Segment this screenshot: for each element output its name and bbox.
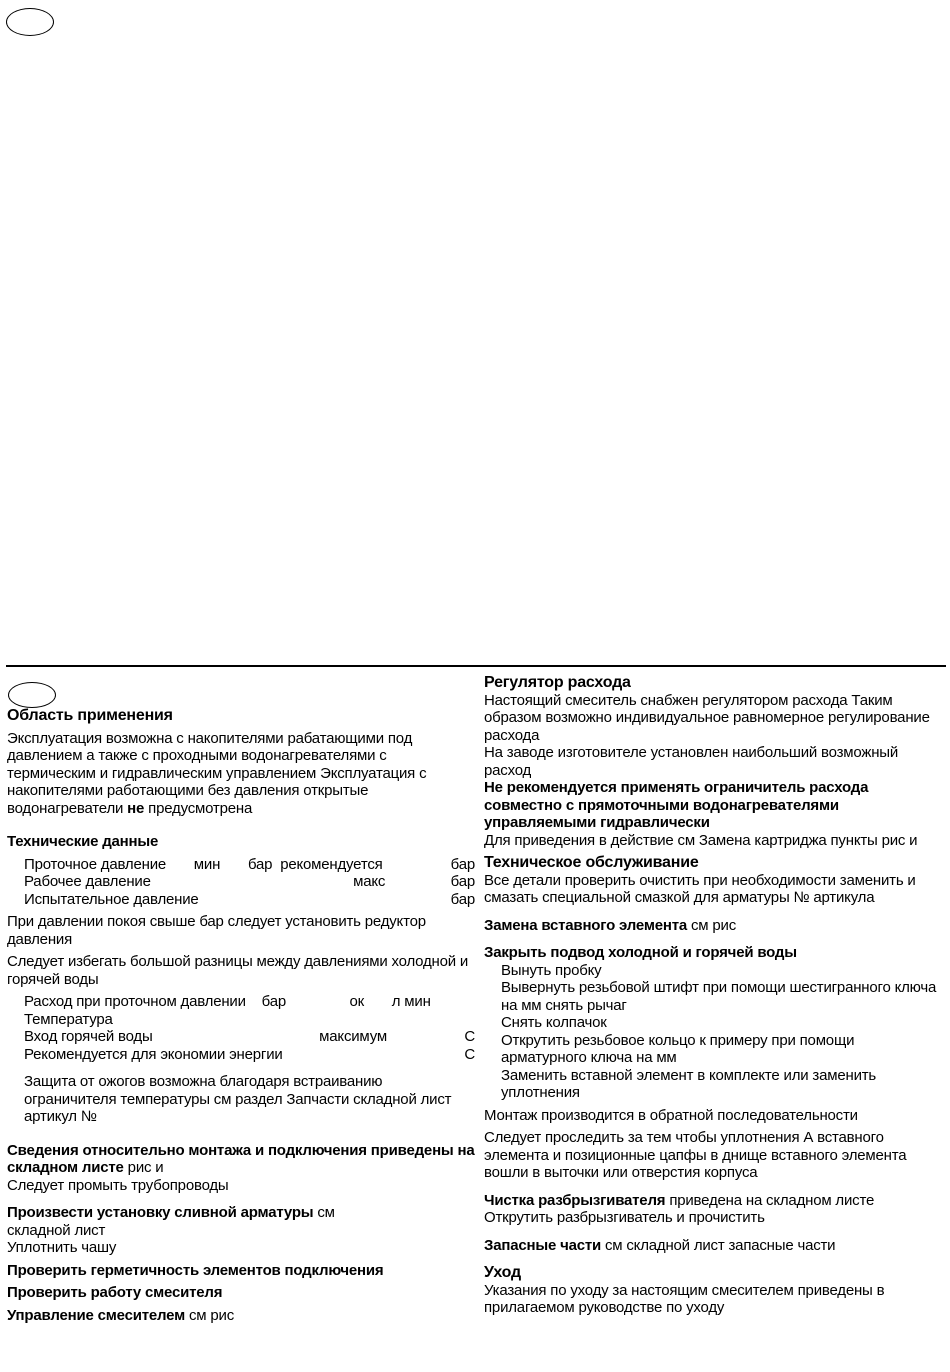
language-marker [8, 682, 56, 708]
warning-text: Не рекомендуется применять ограничитель расхода совместно с прямоточными водонагревателями управляемыми гидравлически [484, 779, 869, 831]
check-mixer: Проверить работу смесителя [7, 1284, 223, 1301]
parts-section: Запасные части см складной лист запасные части [484, 1236, 836, 1254]
seal-bowl: Уплотнить чашу [7, 1239, 117, 1256]
step-item: Открутить резьбовое кольцо к примеру при помощи арматурного ключа на мм [501, 1031, 855, 1066]
drain-section: Произвести установку сливной арматуры см [7, 1204, 335, 1221]
steps-list [484, 962, 940, 1102]
scald-text: Защита от ожогов возможна благодаря встраиванию ограничителя температуры см раздел Запчасти складной лист артикул № [24, 1073, 452, 1125]
care-text: Указания по уходу за настоящим смесителем приведены в прилагаемом руководстве по уходу [484, 1281, 885, 1316]
close-title: Закрыть подвод холодной и горячей воды [484, 944, 797, 961]
work-pressure-row: Рабочее давление макс бар [24, 873, 475, 890]
energy-row: Рекомендуется для экономии энергии С [24, 1045, 475, 1063]
care-title: Уход [484, 1264, 521, 1281]
service-text: Все детали проверить очистить при необходимости заменить и смазать специальной смазкой для арматуры № артикула [484, 871, 916, 906]
factory-text: На заводе изготовителе установлен наибольший возможный расход [484, 744, 899, 779]
area-text: Эксплуатация возможна с накопителями рабатающими под давлением а также с проходными водонагревателями с термическим и гидравлическим управлением Эксплуатация с накопителями работающими без давления открытые водонагреватели не предусмотрена [7, 729, 427, 817]
activate-text: Для приведения в действие см Замена картриджа пункты рис и [484, 831, 918, 849]
reverse-text: Монтаж производится в обратной последовательности [484, 1106, 858, 1124]
language-marker-top [6, 8, 54, 36]
step-item: Вынуть пробку [501, 961, 602, 979]
tech-title: Технические данные [7, 833, 159, 850]
flow-rate-row: Расход при проточном давлении бар ок л мин [24, 993, 431, 1010]
section-divider [6, 665, 946, 667]
seals-text: Следует проследить за тем чтобы уплотнения А вставного элемента и позиционные цапфы в днище вставного элемента вошли в выточки или отверстия корпуса [484, 1129, 907, 1181]
flow-pressure-row: Проточное давление мин бар рекомендуется бар [24, 855, 475, 873]
pressure-list [7, 856, 475, 909]
test-pressure-row: Испытательное давление бар [24, 890, 475, 908]
avoid-text: Следует избегать большой разницы между давлениями холодной и горячей воды [7, 953, 469, 988]
drain-text: складной лист [7, 1221, 106, 1239]
left-column [7, 707, 475, 1324]
hot-inlet-row: Вход горячей воды максимум С [24, 1028, 475, 1045]
check-seal: Проверить герметичность элементов подключения [7, 1261, 384, 1279]
regulator-title: Регулятор расхода [484, 674, 631, 691]
flush-text: Следует промыть трубопроводы [7, 1176, 229, 1194]
install-section: Сведения относительно монтажа и подключения приведены на складном листе рис и [7, 1141, 475, 1176]
step-item: Заменить вставной элемент в комплекте или заменить уплотнения [501, 1066, 877, 1101]
spray-section: Чистка разбрызгивателя приведена на складном листе Открутить разбрызгиватель и прочистить [484, 1191, 875, 1226]
reducer-text: При давлении покоя свыше бар следует установить редуктор давления [7, 913, 426, 948]
step-item: Вывернуть резьбовой штифт при помощи шестигранного ключа на мм снять рычаг [501, 979, 937, 1014]
step-item: Снять колпачок [501, 1014, 607, 1031]
regulator-text: Настоящий смеситель снабжен регулятором расхода Таким образом возможно индивидуальное равномерное регулирование расхода [484, 691, 930, 744]
service-title: Техническое обслуживание [484, 854, 699, 871]
right-column [484, 674, 940, 1317]
area-title: Область применения [7, 707, 173, 724]
replace-section: Замена вставного элемента см рис [484, 916, 737, 934]
flow-list [7, 993, 475, 1126]
control-section: Управление смесителем см рис [7, 1306, 235, 1324]
temperature-label: Температура [24, 1010, 113, 1028]
